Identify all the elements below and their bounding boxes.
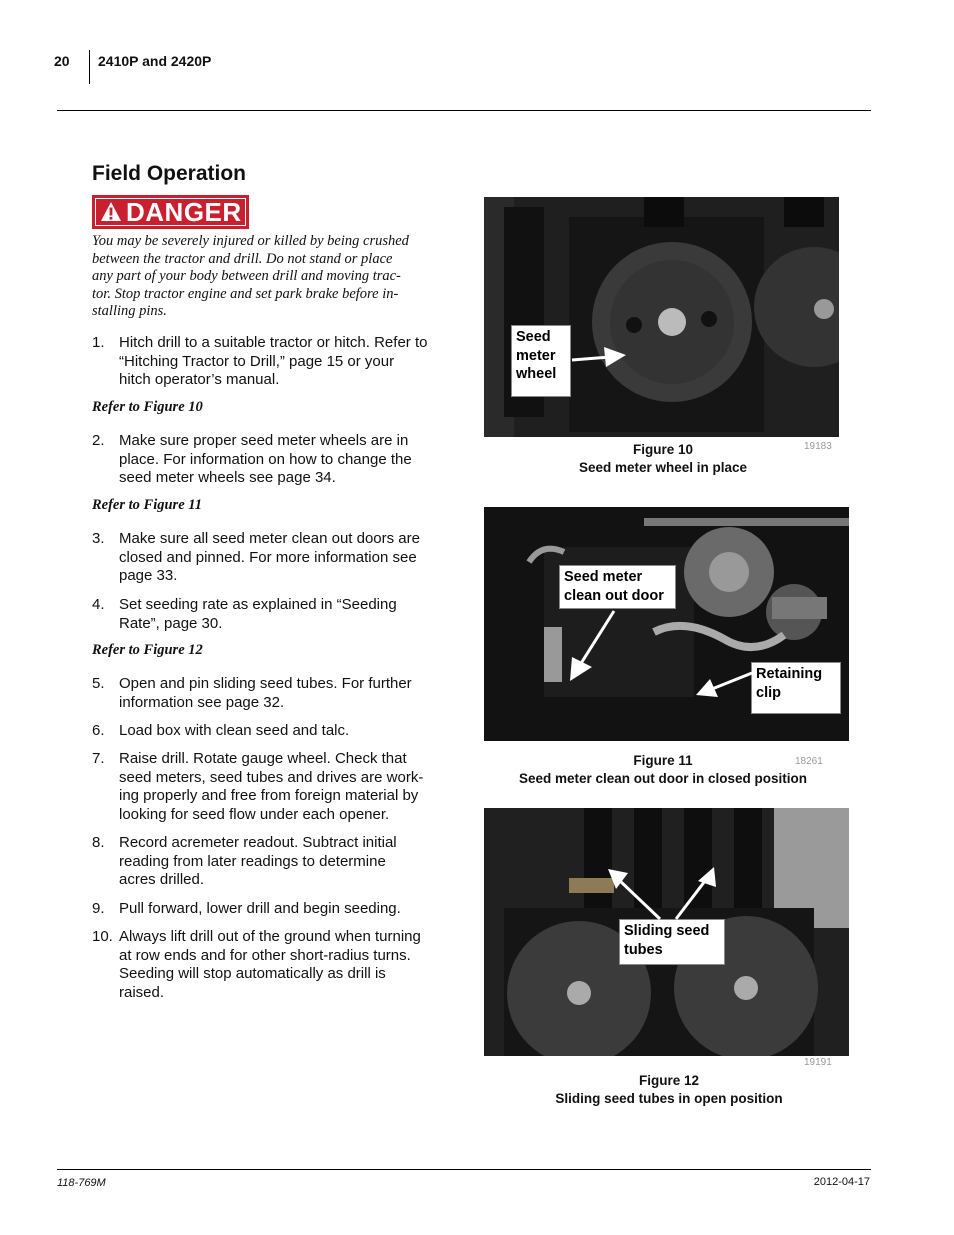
step-text	[119, 722, 432, 741]
figure-12-photo	[484, 808, 849, 1056]
step-item	[92, 928, 432, 1002]
danger-line: any part of your body between drill and moving trac-	[92, 268, 401, 285]
figure-reference: Refer to Figure 10	[92, 399, 203, 415]
step-item	[92, 432, 432, 488]
footer-rule	[57, 1169, 871, 1170]
step-line: Always lift drill out of the ground when turning	[119, 928, 421, 945]
figure-10-id: 19183	[804, 441, 832, 452]
danger-line: tor. Stop tractor engine and set park brake before in-	[92, 285, 399, 302]
step-item	[92, 834, 432, 890]
step-item	[92, 596, 432, 633]
danger-line: between the tractor and drill. Do not stand or place	[92, 250, 393, 267]
figure-11-caption	[484, 752, 842, 787]
step-line: closed and pinned. For more information see	[119, 548, 417, 566]
step-line: Make sure all seed meter clean out doors are	[119, 530, 420, 547]
step-number: 2.	[92, 432, 105, 449]
step-line: Hitch drill to a suitable tractor or hitch. Refer to	[119, 334, 428, 351]
step-line: “Hitching Tractor to Drill,” page 15 or your	[119, 352, 395, 370]
doc-date: 2012-04-17	[813, 1176, 870, 1188]
callout-line: Seed	[516, 329, 551, 345]
step-line: Rate”, page 30.	[119, 614, 223, 632]
step-number: 10.	[92, 928, 113, 945]
figure-reference: Refer to Figure 11	[92, 497, 202, 513]
seed-meter-photo-illustration	[484, 197, 839, 437]
danger-label	[92, 195, 249, 229]
step-text	[119, 530, 432, 586]
step-line: Seeding will stop automatically as drill is	[119, 965, 386, 983]
step-number: 3.	[92, 530, 105, 547]
step-item	[92, 530, 432, 586]
step-line: acres drilled.	[119, 871, 205, 889]
figure-12-id: 19191	[804, 1057, 832, 1068]
step-line: hitch operator’s manual.	[119, 371, 280, 389]
step-number: 6.	[92, 722, 105, 739]
step-item	[92, 722, 432, 741]
step-number: 9.	[92, 900, 105, 917]
step-line: seed meter wheels see page 34.	[119, 469, 336, 487]
step-line: Record acremeter readout. Subtract initial	[119, 834, 397, 851]
figure-reference: Refer to Figure 12	[92, 642, 203, 658]
step-line: Pull forward, lower drill and begin seeding.	[119, 900, 401, 917]
step-number: 1.	[92, 334, 105, 351]
callout-clean-out-door	[559, 565, 676, 609]
figure-10-photo	[484, 197, 839, 437]
callout-line: Retaining	[756, 666, 823, 682]
callout-line: Sliding seed	[624, 923, 710, 939]
callout-sliding-seed-tubes	[619, 919, 725, 965]
warning-triangle-icon	[100, 201, 122, 223]
figure-11-photo	[484, 507, 849, 741]
step-item	[92, 750, 432, 824]
step-line: ing properly and free from foreign material by	[119, 787, 419, 805]
figure-label: Figure 11	[633, 753, 693, 768]
callout-retaining-clip	[751, 662, 841, 714]
figure-10-caption	[563, 441, 763, 476]
header-title: 2410P and 2420P	[98, 53, 212, 69]
step-line: Raise drill. Rotate gauge wheel. Check that	[119, 750, 407, 767]
callout-line: clean out door	[564, 587, 664, 604]
step-number: 7.	[92, 750, 105, 767]
danger-line: You may be severely injured or killed by being crushed	[92, 233, 409, 249]
figure-label: Figure 10	[632, 442, 694, 457]
step-text	[119, 334, 432, 390]
step-text	[119, 750, 432, 824]
step-text	[119, 596, 432, 633]
figure-caption-text: Sliding seed tubes in open position	[555, 1090, 783, 1106]
figure-label: Figure 12	[638, 1073, 700, 1088]
step-text	[119, 900, 432, 919]
step-line: raised.	[119, 983, 165, 1001]
step-line: Set seeding rate as explained in “Seeding	[119, 596, 397, 613]
step-line: Open and pin sliding seed tubes. For further	[119, 675, 412, 692]
step-number: 8.	[92, 834, 105, 851]
callout-line: Seed meter	[564, 569, 643, 585]
danger-line: stalling pins.	[92, 303, 167, 320]
step-text	[119, 675, 432, 712]
step-line: looking for seed flow under each opener.	[119, 805, 390, 823]
figure-12-caption	[520, 1072, 818, 1107]
step-line: seed meters, seed tubes and drives are work-	[119, 768, 424, 786]
step-line: Make sure proper seed meter wheels are in	[119, 432, 409, 449]
step-line: Load box with clean seed and talc.	[119, 722, 350, 739]
danger-word: DANGER	[126, 196, 242, 227]
step-line: at row ends and for other short-radius turns.	[119, 946, 411, 964]
callout-seed-meter-wheel	[511, 325, 571, 397]
step-item	[92, 334, 432, 390]
header-rule	[57, 110, 871, 111]
step-line: reading from later readings to determine	[119, 852, 386, 870]
figure-caption-text: Seed meter clean out door in closed position	[518, 770, 808, 786]
figure-caption-text: Seed meter wheel in place	[578, 459, 748, 475]
header-divider	[89, 50, 90, 84]
step-line: place. For information on how to change the	[119, 450, 412, 468]
doc-number: 118-769M	[57, 1177, 106, 1189]
callout-line: tubes	[624, 941, 663, 958]
step-number: 5.	[92, 675, 105, 692]
danger-message	[92, 233, 432, 321]
figure-11-id: 18261	[795, 756, 823, 767]
step-text	[119, 928, 432, 1002]
step-text	[119, 834, 432, 890]
step-item	[92, 900, 432, 919]
callout-line: wheel	[516, 366, 557, 383]
step-item	[92, 675, 432, 712]
callout-line: clip	[756, 684, 781, 701]
step-line: page 33.	[119, 567, 178, 585]
page-number: 20	[54, 53, 70, 69]
callout-line: meter	[516, 347, 556, 364]
step-text	[119, 432, 432, 488]
step-number: 4.	[92, 596, 105, 613]
step-line: information see page 32.	[119, 693, 285, 711]
section-title: Field Operation	[92, 162, 247, 185]
